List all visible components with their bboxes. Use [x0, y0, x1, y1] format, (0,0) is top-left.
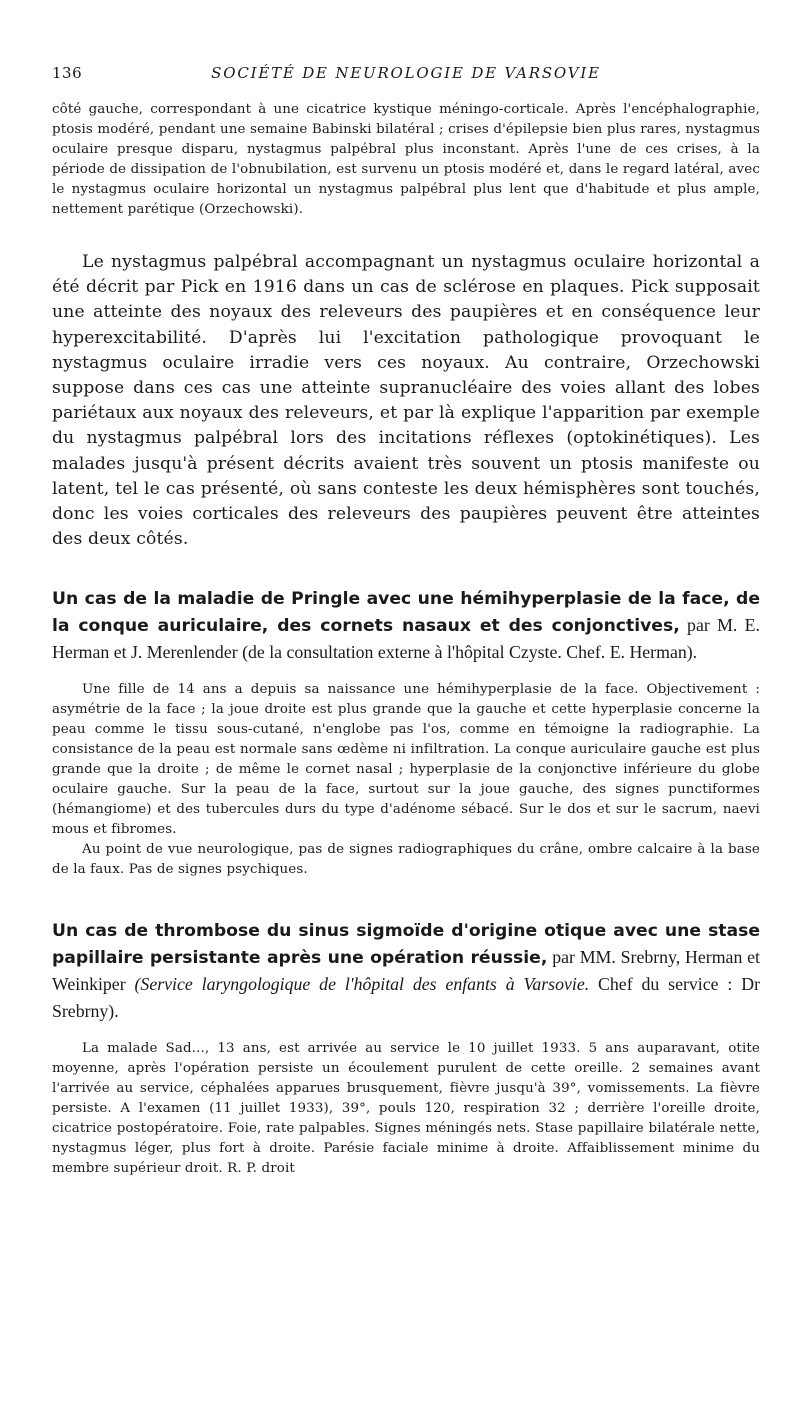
continuation-paragraph: côté gauche, correspondant à une cicatrice kystique méningo-corticale. Après l'encéphalographie, ptosis modéré, pendant une semaine Babinski bilatéral ; crises d'épilepsie bien plus rares, nystagmus oculaire presque disparu, nystagmus palpébral plus inconstant. Après l'une de ces crises, à la période de dissipation de l'obnubilation, est survenu un ptosis modéré et, dans le regard latéral, avec le nystagmus oculaire horizontal un nystagmus palpébral plus lent que d'habitude et plus ample, nettement parétique (Orzechowski).: [52, 102, 760, 217]
article-title-pringle: Un cas de la maladie de Pringle avec une hémihyperplasie de la face, de la conque auriculaire, des cornets nasaux et des conjonctives,: [52, 589, 760, 637]
article-heading-pringle: [52, 586, 760, 666]
discussion-paragraph: Le nystagmus palpébral accompagnant un nystagmus oculaire horizontal a été décrit par Pick en 1916 dans un cas de sclérose en plaques. Pick supposait une atteinte des noyaux des releveurs des paupières et en conséquence leur hyperexcitabilité. D'après lui l'excitation pathologique provoquant le nystagmus oculaire irradie vers ces noyaux. Au contraire, Orzechowski suppose dans ces cas une atteinte supranucléaire des voies allant des lobes pariétaux aux noyaux des releveurs, et par là explique l'apparition par exemple du nystagmus palpébral lors des incitations réflexes (optokinétiques). Les malades jusqu'à présent décrits avaient très souvent un ptosis manifeste ou latent, tel le cas présenté, où sans conteste les deux hémisphères sont touchés, donc les voies corticales des releveurs des paupières peuvent être atteintes des deux côtés.: [52, 252, 760, 550]
thrombose-case-paragraph: La malade Sad..., 13 ans, est arrivée au service le 10 juillet 1933. 5 ans auparavant, otite moyenne, après l'opération persiste un écoulement purulent de cette oreille. 2 semaines avant l'arrivée au service, céphalées apparues brusquement, fièvre jusqu'à 39°, vomissements. La fièvre persiste. A l'examen (11 juillet 1933), 39°, pouls 120, respiration 32 ; derrière l'oreille droite, cicatrice postopératoire. Foie, rate palpables. Signes méningés nets. Stase papillaire bilatérale nette, nystagmus léger, plus fort à droite. Parésie faciale minime à droite. Affaiblissement minime du membre supérieur droit. R. P. droit: [52, 1041, 760, 1177]
article-affiliation-pringle: (de la consultation externe à l'hôpital Czyste. Chef. E. Herman).: [242, 642, 698, 663]
article-authors-pringle: par M. E. Herman et J. Merenlender: [52, 615, 760, 663]
article-title-thrombose: Un cas de thrombose du sinus sigmoïde d'origine otique avec une stase papillaire persistante après une opération réussie,: [52, 921, 760, 969]
running-head: [52, 64, 760, 90]
article-authors-thrombose: par MM. Srebrny, Herman et Weinkiper: [52, 947, 760, 995]
pringle-case-paragraph: Une fille de 14 ans a depuis sa naissance une hémihyperplasie de la face. Objectivement : asymétrie de la face ; la joue droite est plus grande que la gauche et cette hyperplasie concerne la peau comme le tissu sous-cutané, n'englobe pas l'os, comme en témoigne la radiographie. La consistance de la peau est normale sans œdème ni infiltration. La conque auriculaire gauche est plus grande que la droite ; de même le cornet nasal ; hyperplasie de la conjonctive inférieure du globe oculaire gauche. Sur la peau de la face, surtout sur la joue gauche, des signes punctiformes (hémangiome) et des tubercules durs du type d'adénome sébacé. Sur le dos et sur le sacrum, naevi mous et fibromes.: [52, 682, 760, 838]
article-affiliation-rest-thrombose: Chef du service : Dr Srebrny).: [52, 974, 761, 1022]
page: [52, 64, 760, 1179]
journal-title: SOCIÉTÉ DE NEUROLOGIE DE VARSOVIE: [211, 64, 601, 82]
page-number: 136: [52, 64, 83, 82]
pringle-neuro-paragraph: Au point de vue neurologique, pas de signes radiographiques du crâne, ombre calcaire à la base de la faux. Pas de signes psychiques.: [52, 842, 760, 878]
article-affiliation-italic-thrombose: (Service laryngologique de l'hôpital des enfants à Varsovie.: [134, 974, 590, 995]
article-heading-thrombose: [52, 918, 760, 1025]
